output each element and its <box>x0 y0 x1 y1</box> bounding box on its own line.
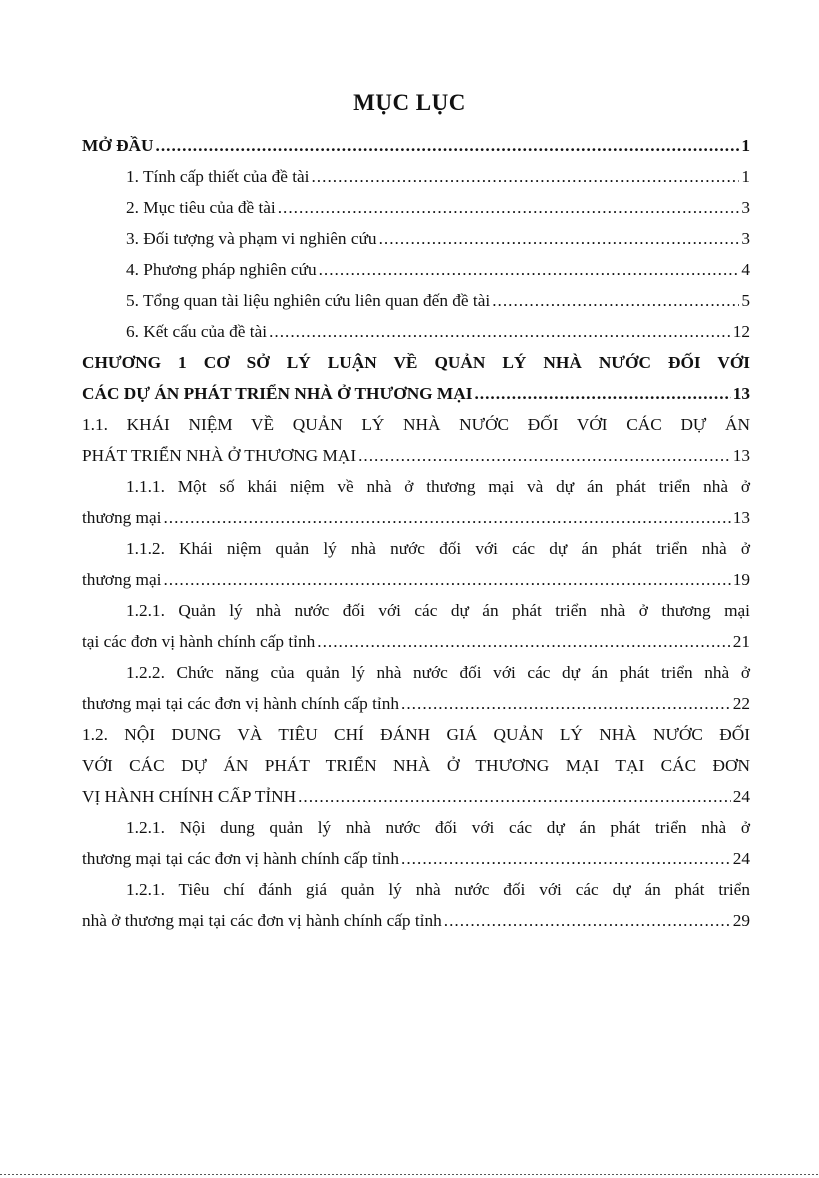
toc-entry-s1-2-1a[interactable] <box>82 595 750 657</box>
toc-page-number: 3 <box>741 198 750 217</box>
toc-page-number: 19 <box>732 570 750 589</box>
dot-leader <box>298 781 731 812</box>
toc-page-number: 13 <box>732 508 750 527</box>
toc-entry-text: 1.1. KHÁI NIỆM VỀ QUẢN LÝ NHÀ NƯỚC ĐỐI VỚI CÁC DỰ ÁN <box>82 415 750 434</box>
page-title: MỤC LỤC <box>353 90 466 115</box>
toc-entry-text: 1.1.1. Một số khái niệm về nhà ở thương mại và dự án phát triển nhà ở <box>126 477 750 496</box>
toc-entry-s1-1[interactable] <box>82 409 750 471</box>
page-bottom-border <box>0 1174 819 1175</box>
dot-leader <box>444 905 731 936</box>
dot-leader <box>492 285 739 316</box>
toc-entry-text: MỞ ĐẦU <box>82 136 154 155</box>
toc-entry-text: 1.2.1. Nội dung quản lý nhà nước đối với các dự án phát triển nhà ở <box>126 818 750 837</box>
toc-page-number: 5 <box>741 291 750 310</box>
toc-entry-text: 3. Đối tượng và phạm vi nghiên cứu <box>126 229 377 248</box>
toc-entry-text: 2. Mục tiêu của đề tài <box>126 198 276 217</box>
toc-entry-s1-1-1[interactable] <box>82 471 750 533</box>
toc-page-number: 24 <box>732 849 750 868</box>
dot-leader <box>401 843 731 874</box>
dot-leader <box>317 626 730 657</box>
toc-entry-text: 5. Tổng quan tài liệu nghiên cứu liên quan đến đề tài <box>126 291 491 310</box>
dot-leader <box>311 161 739 192</box>
toc-page-number: 13 <box>732 446 750 465</box>
toc-entry-s4[interactable] <box>82 254 750 285</box>
dot-leader <box>156 130 740 161</box>
toc-page-number: 1 <box>741 136 750 155</box>
toc-page-number: 22 <box>732 694 750 713</box>
toc-entry-s3[interactable] <box>82 223 750 254</box>
toc-entry-text: thương mại <box>82 508 162 527</box>
toc-entry-text: 1.2.1. Quản lý nhà nước đối với các dự án phát triển nhà ở thương mại <box>126 601 750 620</box>
toc-entry-text: thương mại <box>82 570 162 589</box>
toc-entry-s6[interactable] <box>82 316 750 347</box>
toc-page-number: 21 <box>732 632 750 651</box>
toc-entry-text: 1.2. NỘI DUNG VÀ TIÊU CHÍ ĐÁNH GIÁ QUẢN LÝ NHÀ NƯỚC ĐỐI <box>82 725 750 744</box>
toc-entry-text: VỊ HÀNH CHÍNH CẤP TỈNH <box>82 787 297 806</box>
toc-entry-text: thương mại tại các đơn vị hành chính cấp tỉnh <box>82 849 400 868</box>
toc-page-number: 4 <box>741 260 750 279</box>
toc-entry-text: nhà ở thương mại tại các đơn vị hành chính cấp tỉnh <box>82 911 442 930</box>
toc-entry-text: PHÁT TRIỂN NHÀ Ở THƯƠNG MẠI <box>82 446 357 465</box>
toc-entry-s1-1-2[interactable] <box>82 533 750 595</box>
toc-page-number: 1 <box>741 167 750 186</box>
toc-entry-s1-2[interactable] <box>82 719 750 812</box>
toc-page-number: 24 <box>732 787 750 806</box>
toc-entry-s2[interactable] <box>82 192 750 223</box>
toc-entry-text: 4. Phương pháp nghiên cứu <box>126 260 317 279</box>
toc-entry-text: 1.1.2. Khái niệm quản lý nhà nước đối với các dự án phát triển nhà ở <box>126 539 750 558</box>
toc-page-number: 3 <box>741 229 750 248</box>
toc-entry-ch1[interactable] <box>82 347 750 409</box>
dot-leader <box>269 316 731 347</box>
dot-leader <box>401 688 731 719</box>
toc-page-number: 12 <box>732 322 750 341</box>
toc-entry-text: thương mại tại các đơn vị hành chính cấp tỉnh <box>82 694 400 713</box>
toc-entry-text: 1.2.2. Chức năng của quản lý nhà nước đối với các dự án phát triển nhà ở <box>126 663 750 682</box>
toc-entry-mo-dau[interactable] <box>82 130 750 161</box>
toc-entry-s1-2-1b[interactable] <box>82 812 750 874</box>
dot-leader <box>278 192 740 223</box>
dot-leader <box>319 254 740 285</box>
toc-entry-text: tại các đơn vị hành chính cấp tỉnh <box>82 632 316 651</box>
dot-leader <box>379 223 740 254</box>
table-of-contents <box>82 130 750 936</box>
toc-entry-text: 6. Kết cấu của đề tài <box>126 322 268 341</box>
dot-leader <box>163 502 730 533</box>
toc-entry-s1-2-2[interactable] <box>82 657 750 719</box>
toc-entry-text: CHƯƠNG 1 CƠ SỞ LÝ LUẬN VỀ QUẢN LÝ NHÀ NƯỚC ĐỐI VỚI <box>82 353 750 372</box>
toc-page-number: 29 <box>732 911 750 930</box>
dot-leader <box>474 378 730 409</box>
toc-entry-s1[interactable] <box>82 161 750 192</box>
toc-entry-s1-2-1c[interactable] <box>82 874 750 936</box>
toc-entry-text: VỚI CÁC DỰ ÁN PHÁT TRIỂN NHÀ Ở THƯƠNG MẠI TẠI CÁC ĐƠN <box>82 756 750 775</box>
toc-entry-text: 1. Tính cấp thiết của đề tài <box>126 167 310 186</box>
dot-leader <box>163 564 730 595</box>
toc-entry-text: 1.2.1. Tiêu chí đánh giá quản lý nhà nước đối với các dự án phát triển <box>126 880 750 899</box>
toc-entry-text: CÁC DỰ ÁN PHÁT TRIỂN NHÀ Ở THƯƠNG MẠI <box>82 384 473 403</box>
toc-page-number: 13 <box>732 384 750 403</box>
dot-leader <box>358 440 731 471</box>
toc-entry-s5[interactable] <box>82 285 750 316</box>
